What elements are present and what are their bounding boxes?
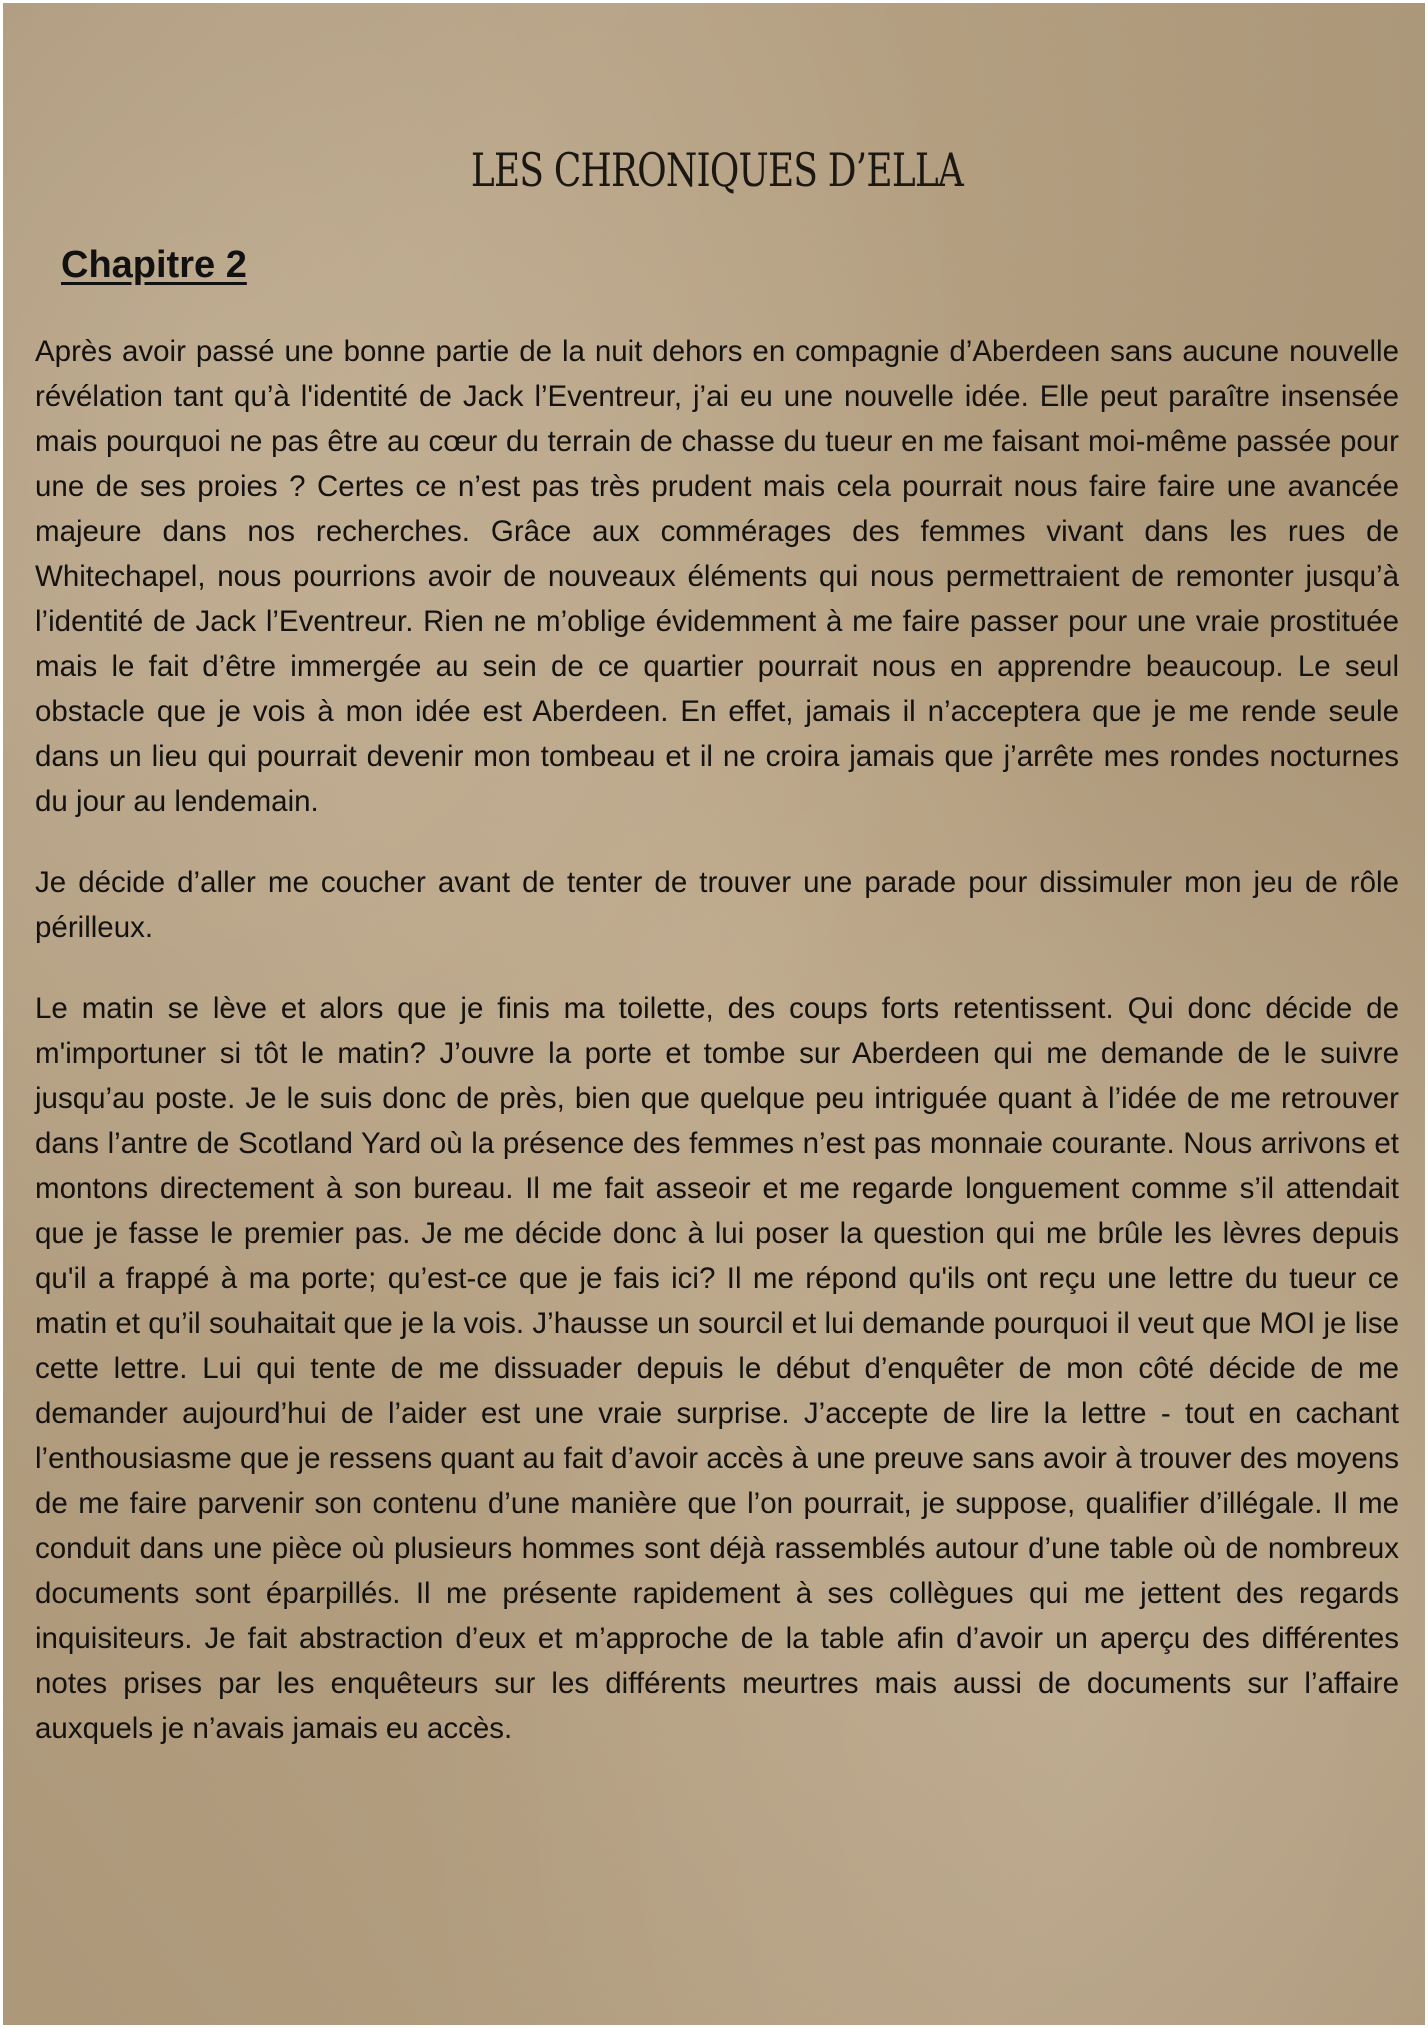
chapter-heading: Chapitre 2 [61, 244, 247, 286]
paragraph: Après avoir passé une bonne partie de la nuit dehors en compagnie d’Aberdeen sans aucune nouvelle révélation tant qu’à l'identité de Jack l’Eventreur, j’ai eu une nouvelle idée. Elle peut paraître insensée mais pourquoi ne pas être au cœur du terrain de chasse du tueur en me faisant moi-même passée pour une de ses proies ? Certes ce n’est pas très prudent mais cela pourrait nous faire faire une avancée majeure dans nos recherches. Grâce aux commérages des femmes vivant dans les rues de Whitechapel, nous pourrions avoir de nouveaux éléments qui nous permettraient de remonter jusqu’à l’identité de Jack l’Eventreur. Rien ne m’oblige évidemment à me faire passer pour une vraie prostituée mais le fait d’être immergée au sein de ce quartier pourrait nous en apprendre beaucoup. Le seul obstacle que je vois à mon idée est Aberdeen. En effet, jamais il n’acceptera que je me rende seule dans un lieu qui pourrait devenir mon tombeau et il ne croira jamais que j’arrête mes rondes nocturnes du jour au lendemain. [35, 335, 1399, 818]
series-title: LES CHRONIQUES D’ELLA [470, 143, 964, 197]
chapter-body [35, 329, 1399, 1787]
paragraph: Le matin se lève et alors que je finis ma toilette, des coups forts retentissent. Qui donc décide de m'importuner si tôt le matin? J’ouvre la porte et tombe sur Aberdeen qui me demande de le suivre jusqu’au poste. Je le suis donc de près, bien que quelque peu intriguée quant à l’idée de me retrouver dans l’antre de Scotland Yard où la présence des femmes n’est pas monnaie courante. Nous arrivons et montons directement à son bureau. Il me fait asseoir et me regarde longuement comme s’il attendait que je fasse le premier pas. Je me décide donc à lui poser la question qui me brûle les lèvres depuis qu'il a frappé à ma porte; qu’est-ce que je fais ici? Il me répond qu'ils ont reçu une lettre du tueur ce matin et qu’il souhaitait que je la vois. J’hausse un sourcil et lui demande pourquoi il veut que MOI je lise cette lettre. Lui qui tente de me dissuader depuis le début d’enquêter de mon côté décide de me demander aujourd’hui de l’aider est une vraie surprise. J’accepte de lire la lettre - tout en cachant l’enthousiasme que je ressens quant au fait d’avoir accès à une preuve sans avoir à trouver des moyens de me faire parvenir son contenu d’une manière que l’on pourrait, je suppose, qualifier d’illégale. Il me conduit dans une pièce où plusieurs hommes sont déjà rassemblés autour d’une table où de nombreux documents sont éparpillés. Il me présente rapidement à ses collègues qui me jettent des regards inquisiteurs. Je fait abstraction d’eux et m’approche de la table afin d’avoir un aperçu des différentes notes prises par les enquêteurs sur les différents meurtres mais aussi de documents sur l’affaire auxquels je n’avais jamais eu accès. [35, 992, 1399, 1745]
paragraph: Je décide d’aller me coucher avant de tenter de trouver une parade pour dissimuler mon jeu de rôle périlleux. [35, 866, 1399, 944]
